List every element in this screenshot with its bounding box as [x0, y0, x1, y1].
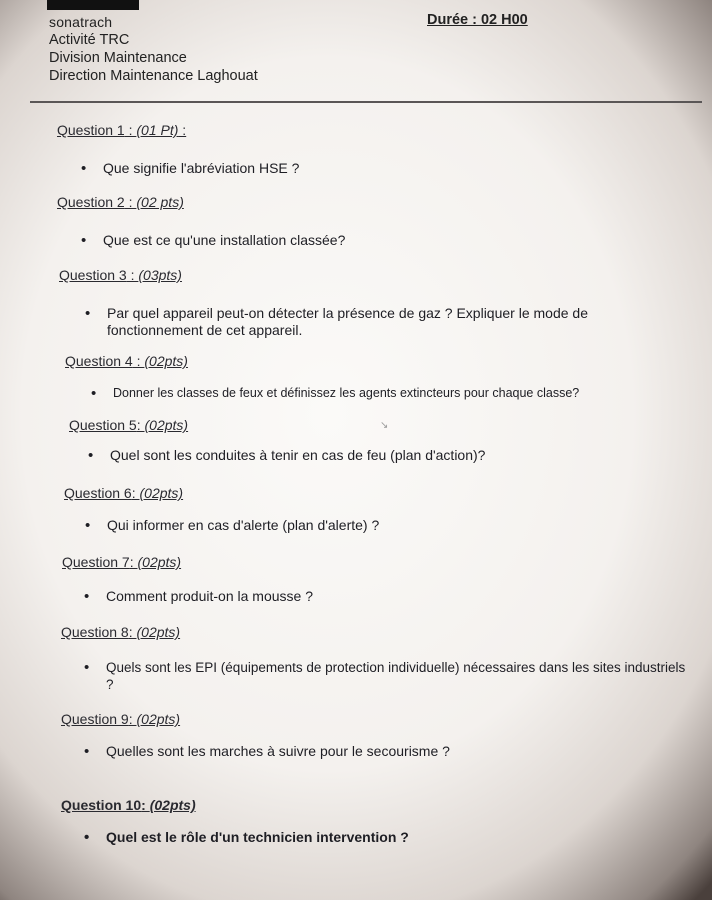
question-points: (02pts) [137, 554, 182, 570]
bullet-icon: • [85, 517, 91, 534]
question-number: Question 5 [69, 417, 137, 433]
question-6-text: Qui informer en cas d'alerte (plan d'alerte) ? [107, 517, 380, 533]
direction-line: Direction Maintenance Laghouat [49, 68, 258, 84]
question-points: (02pts) [149, 797, 196, 813]
question-number: Question 3 [59, 267, 127, 283]
redaction-bar [47, 0, 139, 10]
question-7-item [84, 588, 666, 605]
question-number: Question 8 [61, 624, 129, 640]
question-1-text: Que signifie l'abréviation HSE ? [103, 160, 300, 176]
question-8-label [61, 624, 180, 640]
ink-mark: ↘ [380, 420, 389, 431]
question-separator: : [131, 485, 140, 501]
question-number: Question 4 [65, 353, 133, 369]
question-separator: : [129, 554, 138, 570]
question-7-text: Comment produit-on la mousse ? [106, 588, 313, 604]
organization-header [49, 13, 258, 85]
question-points: (02 pts) [136, 194, 184, 210]
bullet-icon: • [84, 743, 90, 760]
question-9-item [84, 743, 666, 760]
question-number: Question 9 [61, 711, 129, 727]
question-6-label [64, 485, 183, 501]
question-10-label [61, 797, 196, 813]
bullet-icon: • [84, 829, 90, 846]
question-8-text: Quels sont les EPI (équipements de protection individuelle) nécessaires dans les sites industriels ? [106, 660, 686, 692]
question-separator: : [128, 624, 137, 640]
question-9-label [61, 711, 180, 727]
question-8-item [84, 659, 686, 693]
header-divider [30, 101, 702, 103]
bullet-icon: • [84, 659, 90, 676]
question-number: Question 6 [64, 485, 132, 501]
question-number: Question 10 [61, 797, 142, 813]
question-3-text: Par quel appareil peut-on détecter la présence de gaz ? Expliquer le mode de fonctionnement de cet appareil. [107, 305, 588, 338]
question-3-item [85, 305, 647, 339]
question-points: (02pts) [144, 417, 189, 433]
question-2-text: Que est ce qu'une installation classée? [103, 232, 346, 248]
question-points: (02pts) [136, 711, 181, 727]
question-points: (02pts) [136, 624, 181, 640]
bullet-icon: • [81, 232, 87, 249]
bullet-icon: • [84, 588, 90, 605]
bullet-icon: • [85, 305, 91, 322]
question-separator: : [128, 711, 137, 727]
question-6-item [85, 517, 667, 534]
exam-duration: Durée : 02 H00 [427, 12, 528, 28]
question-7-label [62, 554, 181, 570]
question-4-item [91, 385, 693, 402]
question-4-text: Donner les classes de feux et définissez les agents extincteurs pour chaque classe? [113, 386, 580, 400]
question-3-label [59, 267, 182, 283]
question-9-text: Quelles sont les marches à suivre pour le secourisme ? [106, 743, 450, 759]
question-number: Question 7 [62, 554, 130, 570]
division-line: Division Maintenance [49, 50, 187, 66]
company-name: sonatrach [49, 14, 113, 30]
bullet-icon: • [91, 385, 97, 402]
question-number: Question 2 [57, 194, 125, 210]
question-5-item [88, 447, 670, 464]
question-separator: : [124, 194, 137, 210]
question-separator: : [132, 353, 145, 369]
question-separator: : [141, 797, 150, 813]
question-5-label [69, 417, 188, 433]
question-10-item [84, 829, 666, 846]
question-separator: : [126, 267, 139, 283]
question-points: (02pts) [144, 353, 188, 369]
bullet-icon: • [81, 160, 87, 177]
question-label-tail: : [178, 122, 187, 138]
question-separator: : [136, 417, 145, 433]
question-1-label [57, 122, 186, 138]
question-points: (03pts) [138, 267, 182, 283]
question-points: (01 Pt) [136, 122, 179, 138]
bullet-icon: • [88, 447, 94, 464]
activity-line: Activité TRC [49, 32, 130, 48]
question-separator: : [124, 122, 137, 138]
question-5-text: Quel sont les conduites à tenir en cas de feu (plan d'action)? [110, 447, 486, 463]
question-4-label [65, 353, 188, 369]
question-1-item [81, 160, 663, 177]
question-2-item [81, 232, 663, 249]
question-2-label [57, 194, 184, 210]
question-number: Question 1 [57, 122, 125, 138]
question-10-text: Quel est le rôle d'un technicien intervention ? [106, 829, 409, 845]
question-points: (02pts) [139, 485, 184, 501]
